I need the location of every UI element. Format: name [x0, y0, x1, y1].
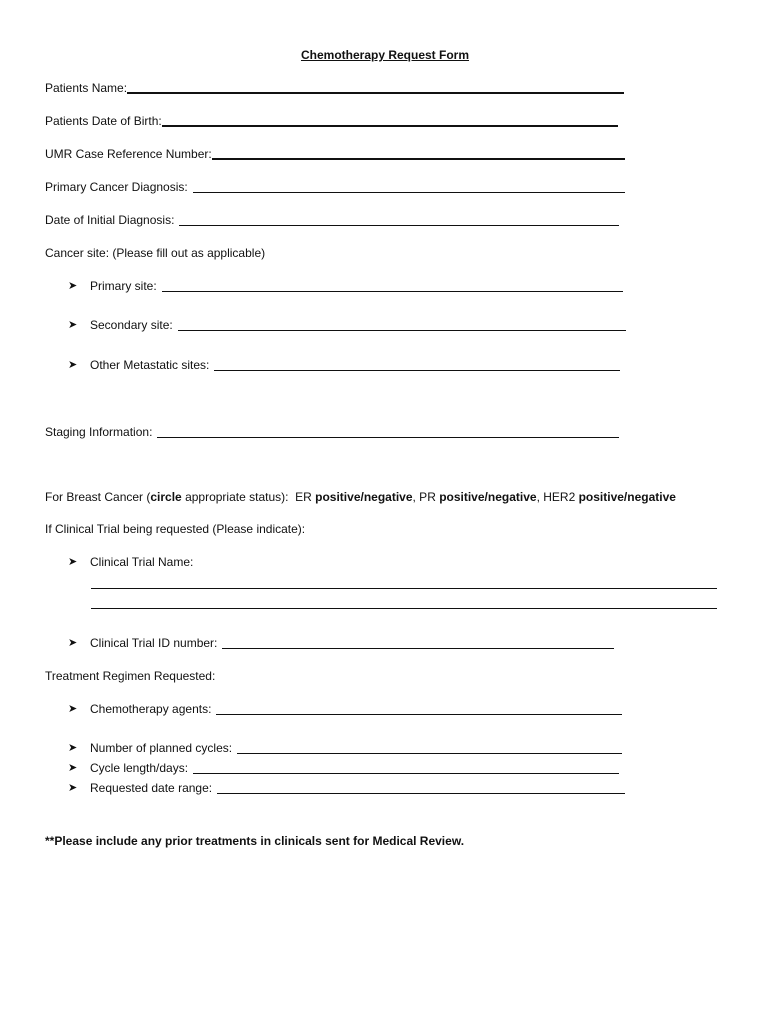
- cycle-length-label: Cycle length/days:: [90, 761, 189, 775]
- secondary-site-label: Secondary site:: [90, 318, 173, 332]
- primary-dx-row: [45, 179, 625, 195]
- er-status-options[interactable]: positive/negative: [315, 490, 413, 504]
- other-metastatic-field[interactable]: [214, 369, 620, 371]
- secondary-site-row: [68, 317, 626, 333]
- dob-row: [45, 113, 618, 129]
- cancer-site-label: Cancer site: (Please fill out as applicable): [45, 246, 266, 260]
- arrowhead-bullet-icon: ➤: [68, 280, 78, 292]
- trial-name-field-line-1[interactable]: [91, 588, 717, 589]
- planned-cycles-label: Number of planned cycles:: [90, 741, 233, 755]
- staging-label: Staging Information:: [45, 425, 153, 439]
- arrowhead-bullet-icon: ➤: [68, 703, 78, 715]
- umr-label: UMR Case Reference Number:: [45, 147, 212, 161]
- planned-cycles-row: [68, 740, 622, 756]
- cancer-site-row: [45, 245, 265, 261]
- regimen-row: [45, 668, 215, 684]
- trial-id-label: Clinical Trial ID number:: [90, 636, 218, 650]
- staging-field[interactable]: [157, 436, 619, 438]
- umr-field[interactable]: [212, 157, 625, 160]
- primary-site-row: [68, 278, 623, 294]
- clinical-trial-label: If Clinical Trial being requested (Please indicate):: [45, 522, 306, 536]
- dob-label: Patients Date of Birth:: [45, 114, 162, 128]
- initial-dx-field[interactable]: [179, 224, 619, 226]
- regimen-label: Treatment Regimen Requested:: [45, 669, 216, 683]
- patient-name-row: [45, 80, 624, 96]
- breast-prefix: For Breast Cancer (: [45, 490, 151, 504]
- date-range-field[interactable]: [217, 792, 625, 794]
- date-range-label: Requested date range:: [90, 781, 213, 795]
- initial-dx-label: Date of Initial Diagnosis:: [45, 213, 175, 227]
- cycle-length-row: [68, 760, 619, 776]
- initial-dx-row: [45, 212, 619, 228]
- date-range-row: [68, 780, 625, 796]
- her2-text: , HER2: [536, 490, 579, 504]
- umr-row: [45, 146, 625, 162]
- trial-id-field[interactable]: [222, 647, 614, 649]
- chemo-agents-row: [68, 701, 622, 717]
- arrowhead-bullet-icon: ➤: [68, 762, 78, 774]
- breast-cancer-row: [45, 489, 676, 505]
- chemo-agents-field[interactable]: [216, 713, 622, 715]
- planned-cycles-field[interactable]: [237, 752, 622, 754]
- pr-status-options[interactable]: positive/negative: [439, 490, 537, 504]
- trial-name-field-line-2[interactable]: [91, 608, 717, 609]
- breast-circle-word: circle: [150, 490, 182, 504]
- arrowhead-bullet-icon: ➤: [68, 319, 78, 331]
- pr-text: , PR: [412, 490, 440, 504]
- her2-status-options[interactable]: positive/negative: [578, 490, 676, 504]
- other-metastatic-row: [68, 357, 620, 373]
- chemo-agents-label: Chemotherapy agents:: [90, 702, 212, 716]
- trial-name-label: Clinical Trial Name:: [90, 555, 194, 569]
- breast-status-text: appropriate status): ER: [181, 490, 316, 504]
- clinical-trial-row: [45, 521, 305, 537]
- other-metastatic-label: Other Metastatic sites:: [90, 358, 210, 372]
- trial-id-row: [68, 635, 614, 651]
- secondary-site-field[interactable]: [178, 329, 626, 331]
- primary-site-label: Primary site:: [90, 279, 157, 293]
- primary-dx-field[interactable]: [193, 191, 625, 193]
- primary-site-field[interactable]: [162, 290, 623, 292]
- patient-name-field[interactable]: [127, 91, 624, 94]
- arrowhead-bullet-icon: ➤: [68, 637, 78, 649]
- cycle-length-field[interactable]: [193, 772, 619, 774]
- trial-name-row: [68, 554, 193, 570]
- primary-dx-label: Primary Cancer Diagnosis:: [45, 180, 188, 194]
- arrowhead-bullet-icon: ➤: [68, 556, 78, 568]
- arrowhead-bullet-icon: ➤: [68, 359, 78, 371]
- arrowhead-bullet-icon: ➤: [68, 782, 78, 794]
- arrowhead-bullet-icon: ➤: [68, 742, 78, 754]
- prior-treatments-note: **Please include any prior treatments in clinicals sent for Medical Review.: [45, 834, 465, 848]
- patient-name-label: Patients Name:: [45, 81, 128, 95]
- dob-field[interactable]: [162, 124, 618, 127]
- form-title: Chemotherapy Request Form: [300, 48, 470, 62]
- staging-row: [45, 424, 619, 440]
